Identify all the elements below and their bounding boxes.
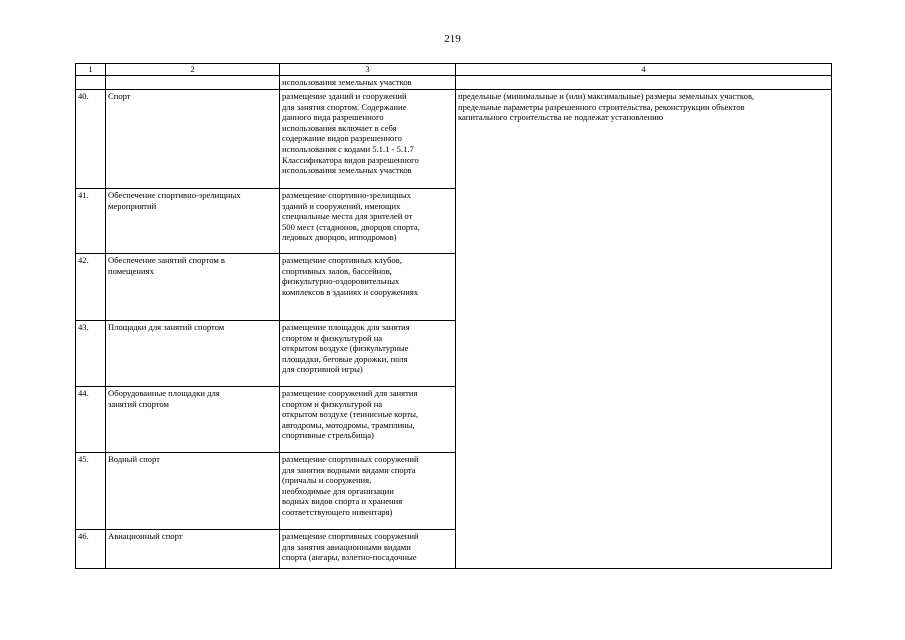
name-text: Оборудованные площадки для занятий спортом: [108, 388, 220, 409]
description-text: использования земельных участков: [282, 77, 412, 87]
column-header: 1: [76, 64, 106, 76]
cell-description: [280, 453, 456, 530]
cell-name: [106, 387, 280, 453]
cell-name: [106, 530, 280, 569]
name-text: Водный спорт: [108, 454, 160, 464]
name-text: Обеспечение спортивно-зрелищных мероприятий: [108, 190, 241, 211]
column-header: 3: [280, 64, 456, 76]
description-text: размещение спортивных сооружений для занятия водными видами спорта (причалы и сооружения, необходимые для организации водных видов спорта и хранения соответствующего инвентаря): [282, 454, 419, 517]
cell-params: [456, 76, 832, 90]
description-text: размещение спортивных клубов, спортивных залов, бассейнов, физкультурно-оздоровительных комплексов в зданиях и сооружениях: [282, 255, 419, 297]
table-header-row: [76, 64, 832, 76]
cell-name: [106, 321, 280, 387]
description-text: размещение спортивно-зрелищных зданий и сооружений, имеющих специальные места для зрителей от 500 мест (стадионов, дворцов спорта, ледовых дворцов, ипподромов): [282, 190, 420, 243]
description-text: размещение спортивных сооружений для занятия авиационными видами спорта (ангары, взлетно-посадочные: [282, 531, 419, 563]
name-text: Обеспечение занятий спортом в помещениях: [108, 255, 225, 276]
column-header: 4: [456, 64, 832, 76]
column-header: 2: [106, 64, 280, 76]
cell-name: [106, 189, 280, 254]
cell-number: 45.: [76, 453, 106, 530]
table-row-continuation: [76, 76, 832, 90]
table-row: [76, 90, 832, 189]
name-text: Авиационный спорт: [108, 531, 183, 541]
cell-name: [106, 90, 280, 189]
cell-name: [106, 453, 280, 530]
cell-description: [280, 321, 456, 387]
cell-description: [280, 530, 456, 569]
cell-number: 42.: [76, 254, 106, 321]
name-text: Площадки для занятий спортом: [108, 322, 225, 332]
page-number: 219: [444, 33, 461, 45]
cell-description: [280, 90, 456, 189]
description-text: размещение сооружений для занятия спортом и физкультурой на открытом воздухе (теннисные корты, автодромы, мотодромы, трамплины, спортивные стрельбища): [282, 388, 419, 441]
params-text: предельные (минимальные и (или) максимальные) размеры земельных участков, предельные параметры разрешенного строительства, реконструкции объектов капитального строительства не подлежат установлению: [458, 91, 755, 123]
cell-description: [280, 76, 456, 90]
cell-params: [456, 90, 832, 569]
cell-description: [280, 254, 456, 321]
cell-name: [106, 254, 280, 321]
cell-number: 46.: [76, 530, 106, 569]
description-text: размещение площадок для занятия спортом и физкультурой на открытом воздухе (физкультурные площадки, беговые дорожки, поля для спортивной игры): [282, 322, 410, 375]
cell-description: [280, 189, 456, 254]
description-text: размещение зданий и сооружений для занятия спортом. Содержание данного вида разрешенного использования включает в себя содержание видов разрешенного использования с кодами 5.1.1 - 5.1.7 Классификатора видов разрешенного использования земельных участков: [282, 91, 419, 176]
cell-description: [280, 387, 456, 453]
cell-number: 40.: [76, 90, 106, 189]
cell-name: [106, 76, 280, 90]
cell-number: 41.: [76, 189, 106, 254]
name-text: Спорт: [108, 91, 131, 101]
cell-number: 44.: [76, 387, 106, 453]
cell-number: [76, 76, 106, 90]
cell-number: 43.: [76, 321, 106, 387]
land-use-table: [75, 63, 832, 569]
